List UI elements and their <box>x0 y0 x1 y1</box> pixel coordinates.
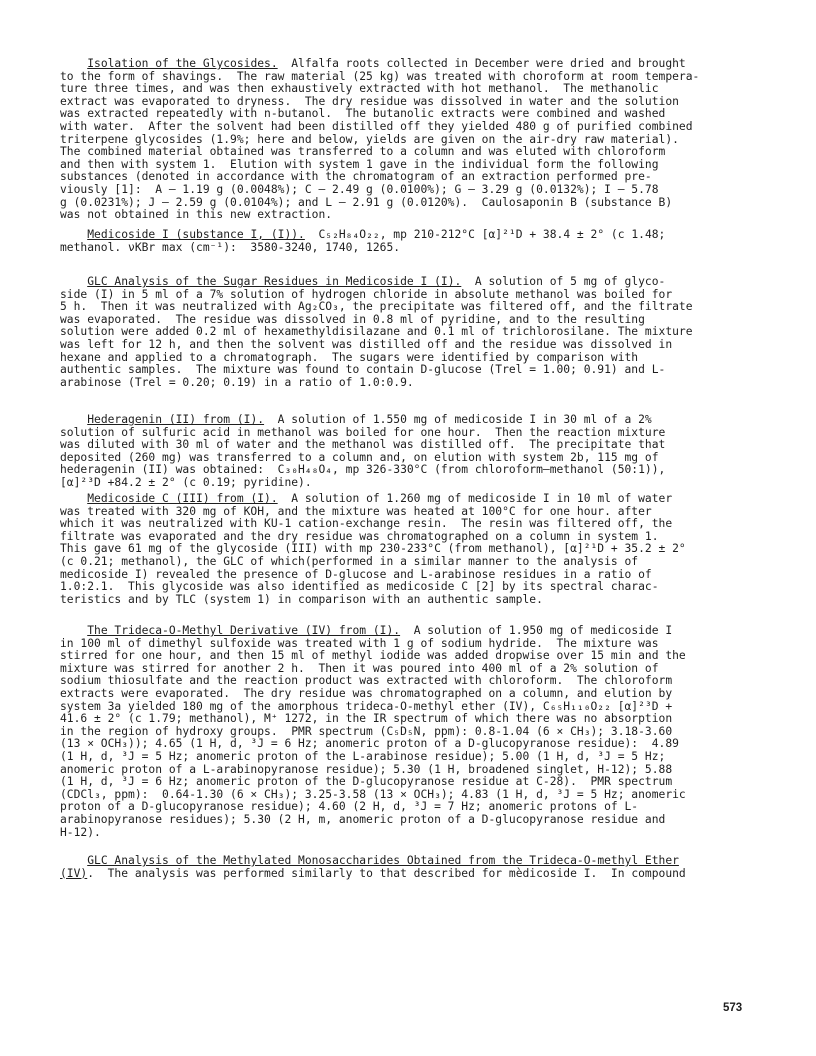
text-line: The combined material obtained was transferred to a column and was eluted with chloroform <box>60 145 666 159</box>
paragraph-medicoside-c <box>60 493 760 606</box>
text-line: Medicoside C (III) from (I). A solution of 1.260 mg of medicoside I in 10 ml of water <box>87 492 673 505</box>
text-line: (c 0.21; methanol), the GLC of which(performed in a similar manner to the analysis of <box>60 554 639 568</box>
paragraph-glc-sugar <box>60 276 760 389</box>
text-line: was evaporated. The residue was dissolved in 0.8 ml of pyridine, and to the resulting <box>60 312 645 326</box>
text-line: medicoside I) revealed the presence of D-glucose and L-arabinose residues in a ratio of <box>60 567 652 581</box>
text-line: The Trideca-O-Methyl Derivative (IV) from (I). A solution of 1.950 mg of medicoside I <box>87 624 673 637</box>
text-line: side (I) in 5 ml of a 7% solution of hydrogen chloride in absolute methanol was boiled for <box>60 287 673 301</box>
paragraph-isolation <box>60 58 760 222</box>
text-line: Medicoside I (substance I, (I)). C₅₂H₈₄O₂₂, mp 210-212°C [α]²¹D + 38.4 ± 2° (c 1.48; <box>87 228 666 241</box>
section-heading: Hederagenin (II) from (I). <box>87 413 265 426</box>
section-heading: Medicoside I (substance I, (I)). <box>87 228 305 241</box>
text-line: (CDCl₃, ppm): 0.64-1.30 (6 × CH₃); 3.25-3.58 (13 × OCH₃); 4.83 (1 H, d, ³J = 5 Hz; anomeric <box>60 787 686 801</box>
text-line: arabinose (Trel = 0.20; 0.19) in a ratio of 1.0:0.9. <box>60 375 414 389</box>
section-heading: GLC Analysis of the Methylated Monosaccharides Obtained from the Trideca-O-methyl Ether <box>87 854 679 867</box>
text-line: in 100 ml of dimethyl sulfoxide was treated with 1 g of sodium hydride. The mixture was <box>60 636 659 650</box>
text-line: substances (denoted in accordance with the chromatogram of an extraction performed pre- <box>60 170 652 184</box>
text-line: hederagenin (II) was obtained: C₃₀H₄₈O₄, mp 326-330°C (from chloroform—methanol (50:1)), <box>60 463 666 477</box>
text-line: authentic samples. The mixture was found to contain D-glucose (Trel = 1.00; 0.91) and L- <box>60 363 666 377</box>
text-line <box>60 855 760 868</box>
text-line: was left for 12 h, and then the solvent was distilled off and the residue was dissolved in <box>60 337 673 351</box>
text-line: 5 h. Then it was neutralized with Ag₂CO₃, the precipitate was filtered off, and the filtrate <box>60 300 693 314</box>
paragraph-trideca <box>60 625 760 839</box>
paragraph-hederagenin <box>60 414 760 490</box>
section-heading: Isolation of the Glycosides. <box>87 57 278 70</box>
text-line: teristics and by TLC (system 1) in comparison with an authentic sample. <box>60 592 543 606</box>
text-line: H-12). <box>60 825 101 839</box>
text-line: was treated with 320 mg of KOH, and the mixture was heated at 100°C for one hour. after <box>60 504 652 518</box>
text-line: [α]²³D +84.2 ± 2° (c 0.19; pyridine). <box>60 475 312 489</box>
text-line: to the form of shavings. The raw material (25 kg) was treated with choroform at room tempera- <box>60 69 700 83</box>
text-line: 1.0:2.1. This glycoside was also identified as medicoside C [2] by its spectral charac- <box>60 580 659 594</box>
text-line: triterpene glycosides (1.9%; here and below, yields are given on the air-dry raw material). <box>60 132 679 146</box>
text-line: viously [1]: A — 1.19 g (0.0048%); C — 2.49 g (0.0100%); G — 3.29 g (0.0132%); I — 5.78 <box>60 182 659 196</box>
text-line: Hederagenin (II) from (I). A solution of 1.550 mg of medicoside I in 30 ml of a 2% <box>87 413 652 426</box>
section-heading: Medicoside C (III) from (I). <box>87 492 278 505</box>
text-line: proton of a D-glucopyranose residue); 4.60 (2 H, d, ³J = 7 Hz; anomeric protons of L- <box>60 800 639 814</box>
text-line: hexane and applied to a chromatograph. The sugars were identified by comparison with <box>60 350 639 364</box>
text-line: This gave 61 mg of the glycoside (III) with mp 230-233°C (from methanol), [α]²¹D + 35.2 ± 2° <box>60 542 686 556</box>
text-line: and then with system 1. Elution with system 1 gave in the individual form the following <box>60 157 659 171</box>
text-line: was diluted with 30 ml of water and the methanol was distilled off. The precipitate that <box>60 438 666 452</box>
text-line: extracts were evaporated. The dry residue was chromatographed on a column, and elution by <box>60 686 673 700</box>
section-heading: GLC Analysis of the Sugar Residues in Medicoside I (I). <box>87 275 462 288</box>
paragraph-glc-methylated <box>60 855 760 880</box>
text-line: GLC Analysis of the Sugar Residues in Medicoside I (I). A solution of 5 mg of glyco- <box>87 275 666 288</box>
section-heading: The Trideca-O-Methyl Derivative (IV) from (I). <box>87 624 401 637</box>
text-line: ture three times, and was then exhaustively extracted with hot methanol. The methanolic <box>60 82 659 96</box>
text-line: was not obtained in this new extraction. <box>60 208 333 222</box>
text-line: arabinopyranose residues); 5.30 (2 H, m, anomeric proton of a D-glucopyranose residue and <box>60 812 666 826</box>
text-line: 41.6 ± 2° (c 1.79; methanol), M⁺ 1272, in the IR spectrum of which there was no absorption <box>60 712 673 726</box>
text-line: (1 H, d, ³J = 6 Hz; anomeric proton of the D-glucopyranose residue at C-28). PMR spectrum <box>60 775 673 789</box>
text-line: solution were added 0.2 ml of hexamethyldisilazane and 0.1 ml of trichlorosilane. The mixture <box>60 325 693 339</box>
text-line: filtrate was evaporated and the dry residue was chromatographed on a column in system 1. <box>60 529 659 543</box>
page-number: 573 <box>723 1002 743 1014</box>
text-line: in the region of hydroxy groups. PMR spectrum (C₅D₅N, ppm): 0.8-1.04 (6 × CH₃); 3.18-3.60 <box>60 724 673 738</box>
text-line: mixture was stirred for another 2 h. Then it was poured into 400 ml of a 2% solution of <box>60 661 659 675</box>
section-heading-continued: (IV) <box>60 866 88 880</box>
text-line: (IV). The analysis was performed similarly to that described for mèdicoside I. In compound <box>60 866 686 880</box>
text-line: Isolation of the Glycosides. Alfalfa roots collected in December were dried and brought <box>87 57 686 70</box>
text-line: was extracted repeatedly with n-butanol. The butanolic extracts were combined and washed <box>60 107 666 121</box>
text-line: stirred for one hour, and then 15 ml of methyl iodide was added dropwise over 15 min and the <box>60 649 686 663</box>
text-line: anomeric proton of a L-arabinopyranose residue); 5.30 (1 H, broadened singlet, H-12); 5.88 <box>60 762 673 776</box>
text-line: which it was neutralized with KU-1 cation-exchange resin. The resin was filtered off, the <box>60 517 673 531</box>
text-line: methanol. νKBr max (cm⁻¹): 3580-3240, 1740, 1265. <box>60 240 401 254</box>
text-line: (13 × OCH₃)); 4.65 (1 H, d, ³J = 6 Hz; anomeric proton of a D-glucopyranose residue): 4.89 <box>60 737 679 751</box>
text-line: with water. After the solvent had been distilled off they yielded 480 g of purified combined <box>60 119 693 133</box>
text-line: system 3a yielded 180 mg of the amorphous trideca-O-methyl ether (IV), C₆₅H₁₁₀O₂₂ [α]²³D + <box>60 699 673 713</box>
text-line: g (0.0231%); J — 2.59 g (0.0104%); and L — 2.91 g (0.0120%). Caulosaponin B (substance B) <box>60 195 673 209</box>
text-line: (1 H, d, ³J = 5 Hz; anomeric proton of the L-arabinose residue); 5.00 (1 H, d, ³J = 5 Hz; <box>60 749 666 763</box>
text-line: solution of sulfuric acid in methanol was boiled for one hour. Then the reaction mixture <box>60 425 666 439</box>
paragraph-medicoside-i <box>60 229 760 254</box>
text-line: deposited (260 mg) was transferred to a column and, on elution with system 2b, 115 mg of <box>60 450 659 464</box>
text-line: extract was evaporated to dryness. The dry residue was dissolved in water and the solution <box>60 94 679 108</box>
text-line: sodium thiosulfate and the reaction product was extracted with chloroform. The chloroform <box>60 674 673 688</box>
